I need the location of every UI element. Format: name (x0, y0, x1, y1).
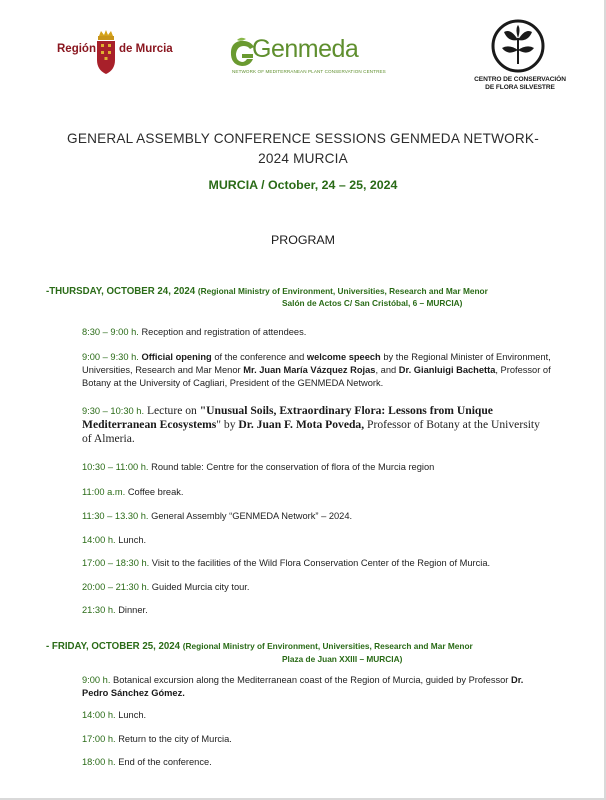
program-item-time: 17:00 – 18:30 h. (82, 558, 150, 568)
program-item-time: 10:30 – 11:00 h. (82, 462, 149, 472)
program-item (82, 756, 552, 769)
program-item-time: 8:30 – 9:00 h. (82, 327, 139, 337)
program-item-text: Professor of Botany at the University of Almeria. (82, 418, 540, 445)
program-item-time: 20:00 – 21:30 h. (82, 582, 150, 592)
thursday-organizer: (Regional Ministry of Environment, Universities, Research and Mar Menor (197, 286, 488, 296)
program-item (82, 486, 552, 499)
ccfs-logo (474, 18, 566, 90)
program-item (82, 461, 552, 474)
document-title-line1: GENERAL ASSEMBLY CONFERENCE SESSIONS GENMEDA NETWORK- (67, 131, 539, 146)
friday-label: - FRIDAY, OCTOBER 25, 2024 (46, 641, 181, 652)
friday-header (46, 641, 473, 652)
murcia-coat-of-arms-icon (94, 30, 118, 76)
program-item-text: Visit to the facilities of the Wild Flora Conservation Center of the Region of Murcia. (151, 558, 491, 568)
thursday-venue: Salón de Actos C/ San Cristóbal, 6 – MURCIA) (282, 298, 463, 308)
region-murcia-logo-left-text: Región (57, 43, 96, 55)
program-item (82, 510, 552, 523)
program-item-time: 9:00 – 9:30 h. (82, 352, 139, 362)
program-item-text: Round table: Centre for the conservation of flora of the Murcia region (151, 462, 435, 472)
program-item-text: , and (375, 365, 397, 375)
program-item (82, 534, 552, 547)
program-item-text: Reception and registration of attendees. (141, 327, 307, 337)
thursday-label: -THURSDAY, OCTOBER 24, 2024 (46, 286, 196, 297)
program-item-text: Botanical excursion along the Mediterranean coast of the Region of Murcia, guided by Professor (113, 675, 509, 685)
friday-venue: Plaza de Juan XXIII – MURCIA) (282, 654, 403, 664)
program-item-text: Lunch. (118, 535, 147, 545)
thursday-header (46, 286, 488, 297)
program-item-text: , Professor of Botany at the University of Cagliari, President of the GENMEDA Network. (82, 365, 551, 388)
document-title-line2: 2024 MURCIA (258, 151, 348, 166)
program-item-time: 11:00 a.m. (82, 487, 126, 497)
genmeda-logo-wordmark: Genmeda (252, 35, 359, 63)
genmeda-logo-tagline: NETWORK OF MEDITERRANEAN PLANT CONSERVATION CENTRES (232, 69, 386, 74)
friday-organizer: (Regional Ministry of Environment, Universities, Research and Mar Menor (182, 641, 473, 651)
program-item-time: 17:00 h. (82, 734, 116, 744)
program-item-opening (82, 351, 552, 390)
region-murcia-logo (57, 30, 172, 76)
lecture-title: "Unusual Soils, Extraordinary Flora: Lessons from Unique Mediterranean Ecosystems (82, 404, 493, 431)
president-name: Dr. Gianluigi Bachetta (398, 365, 496, 375)
program-item-text: Lunch. (118, 710, 147, 720)
program-item-text: Dinner. (118, 605, 148, 615)
welcome-speech-emphasis: welcome speech (306, 352, 381, 362)
program-item-text: Guided Murcia city tour. (151, 582, 250, 592)
program-item (82, 557, 552, 570)
event-dates-subtitle: MURCIA / October, 24 – 25, 2024 (208, 178, 398, 192)
program-item-time: 21:30 h. (82, 605, 116, 615)
program-item-time: 18:00 h. (82, 757, 116, 767)
program-item-time: 11:30 – 13.30 h. (82, 511, 149, 521)
program-item-text: End of the conference. (118, 757, 212, 767)
program-heading: PROGRAM (270, 233, 336, 247)
program-item-text: Coffee break. (127, 487, 184, 497)
opening-emphasis: Official opening (141, 352, 212, 362)
ccfs-logo-line1: CENTRO DE CONSERVACIÓN (474, 76, 566, 83)
guide-name: Dr. Pedro Sánchez Gómez. (82, 675, 524, 698)
program-item (82, 326, 552, 339)
lecturer-name: Dr. Juan F. Mota Poveda, (238, 418, 365, 431)
program-item-text: General Assembly “GENMEDA Network” – 2024. (151, 511, 353, 521)
program-item-lecture (82, 404, 552, 446)
program-item-text: of the conference and (214, 352, 305, 362)
program-item-time: 9:00 h. (82, 675, 111, 685)
program-item-time: 14:00 h. (82, 535, 116, 545)
ccfs-plant-circle-icon (489, 18, 547, 74)
program-item-text: Return to the city of Murcia. (118, 734, 232, 744)
program-item (82, 709, 552, 722)
program-item-text: by the Regional Minister of Environment, Universities, Research and Mar Menor (82, 352, 551, 375)
program-item-time: 9:30 – 10:30 h. (82, 406, 145, 416)
region-murcia-logo-right-text: de Murcia (119, 43, 173, 55)
ccfs-logo-line2: DE FLORA SILVESTRE (485, 84, 555, 91)
program-item-text: " by (216, 418, 236, 431)
program-item-excursion (82, 674, 552, 700)
genmeda-logo (226, 35, 386, 79)
program-item (82, 581, 552, 594)
program-item-time: 14:00 h. (82, 710, 116, 720)
program-item (82, 604, 552, 617)
program-item (82, 733, 552, 746)
program-item-text: Lecture on (146, 404, 197, 417)
minister-name: Mr. Juan María Vázquez Rojas (243, 365, 376, 375)
